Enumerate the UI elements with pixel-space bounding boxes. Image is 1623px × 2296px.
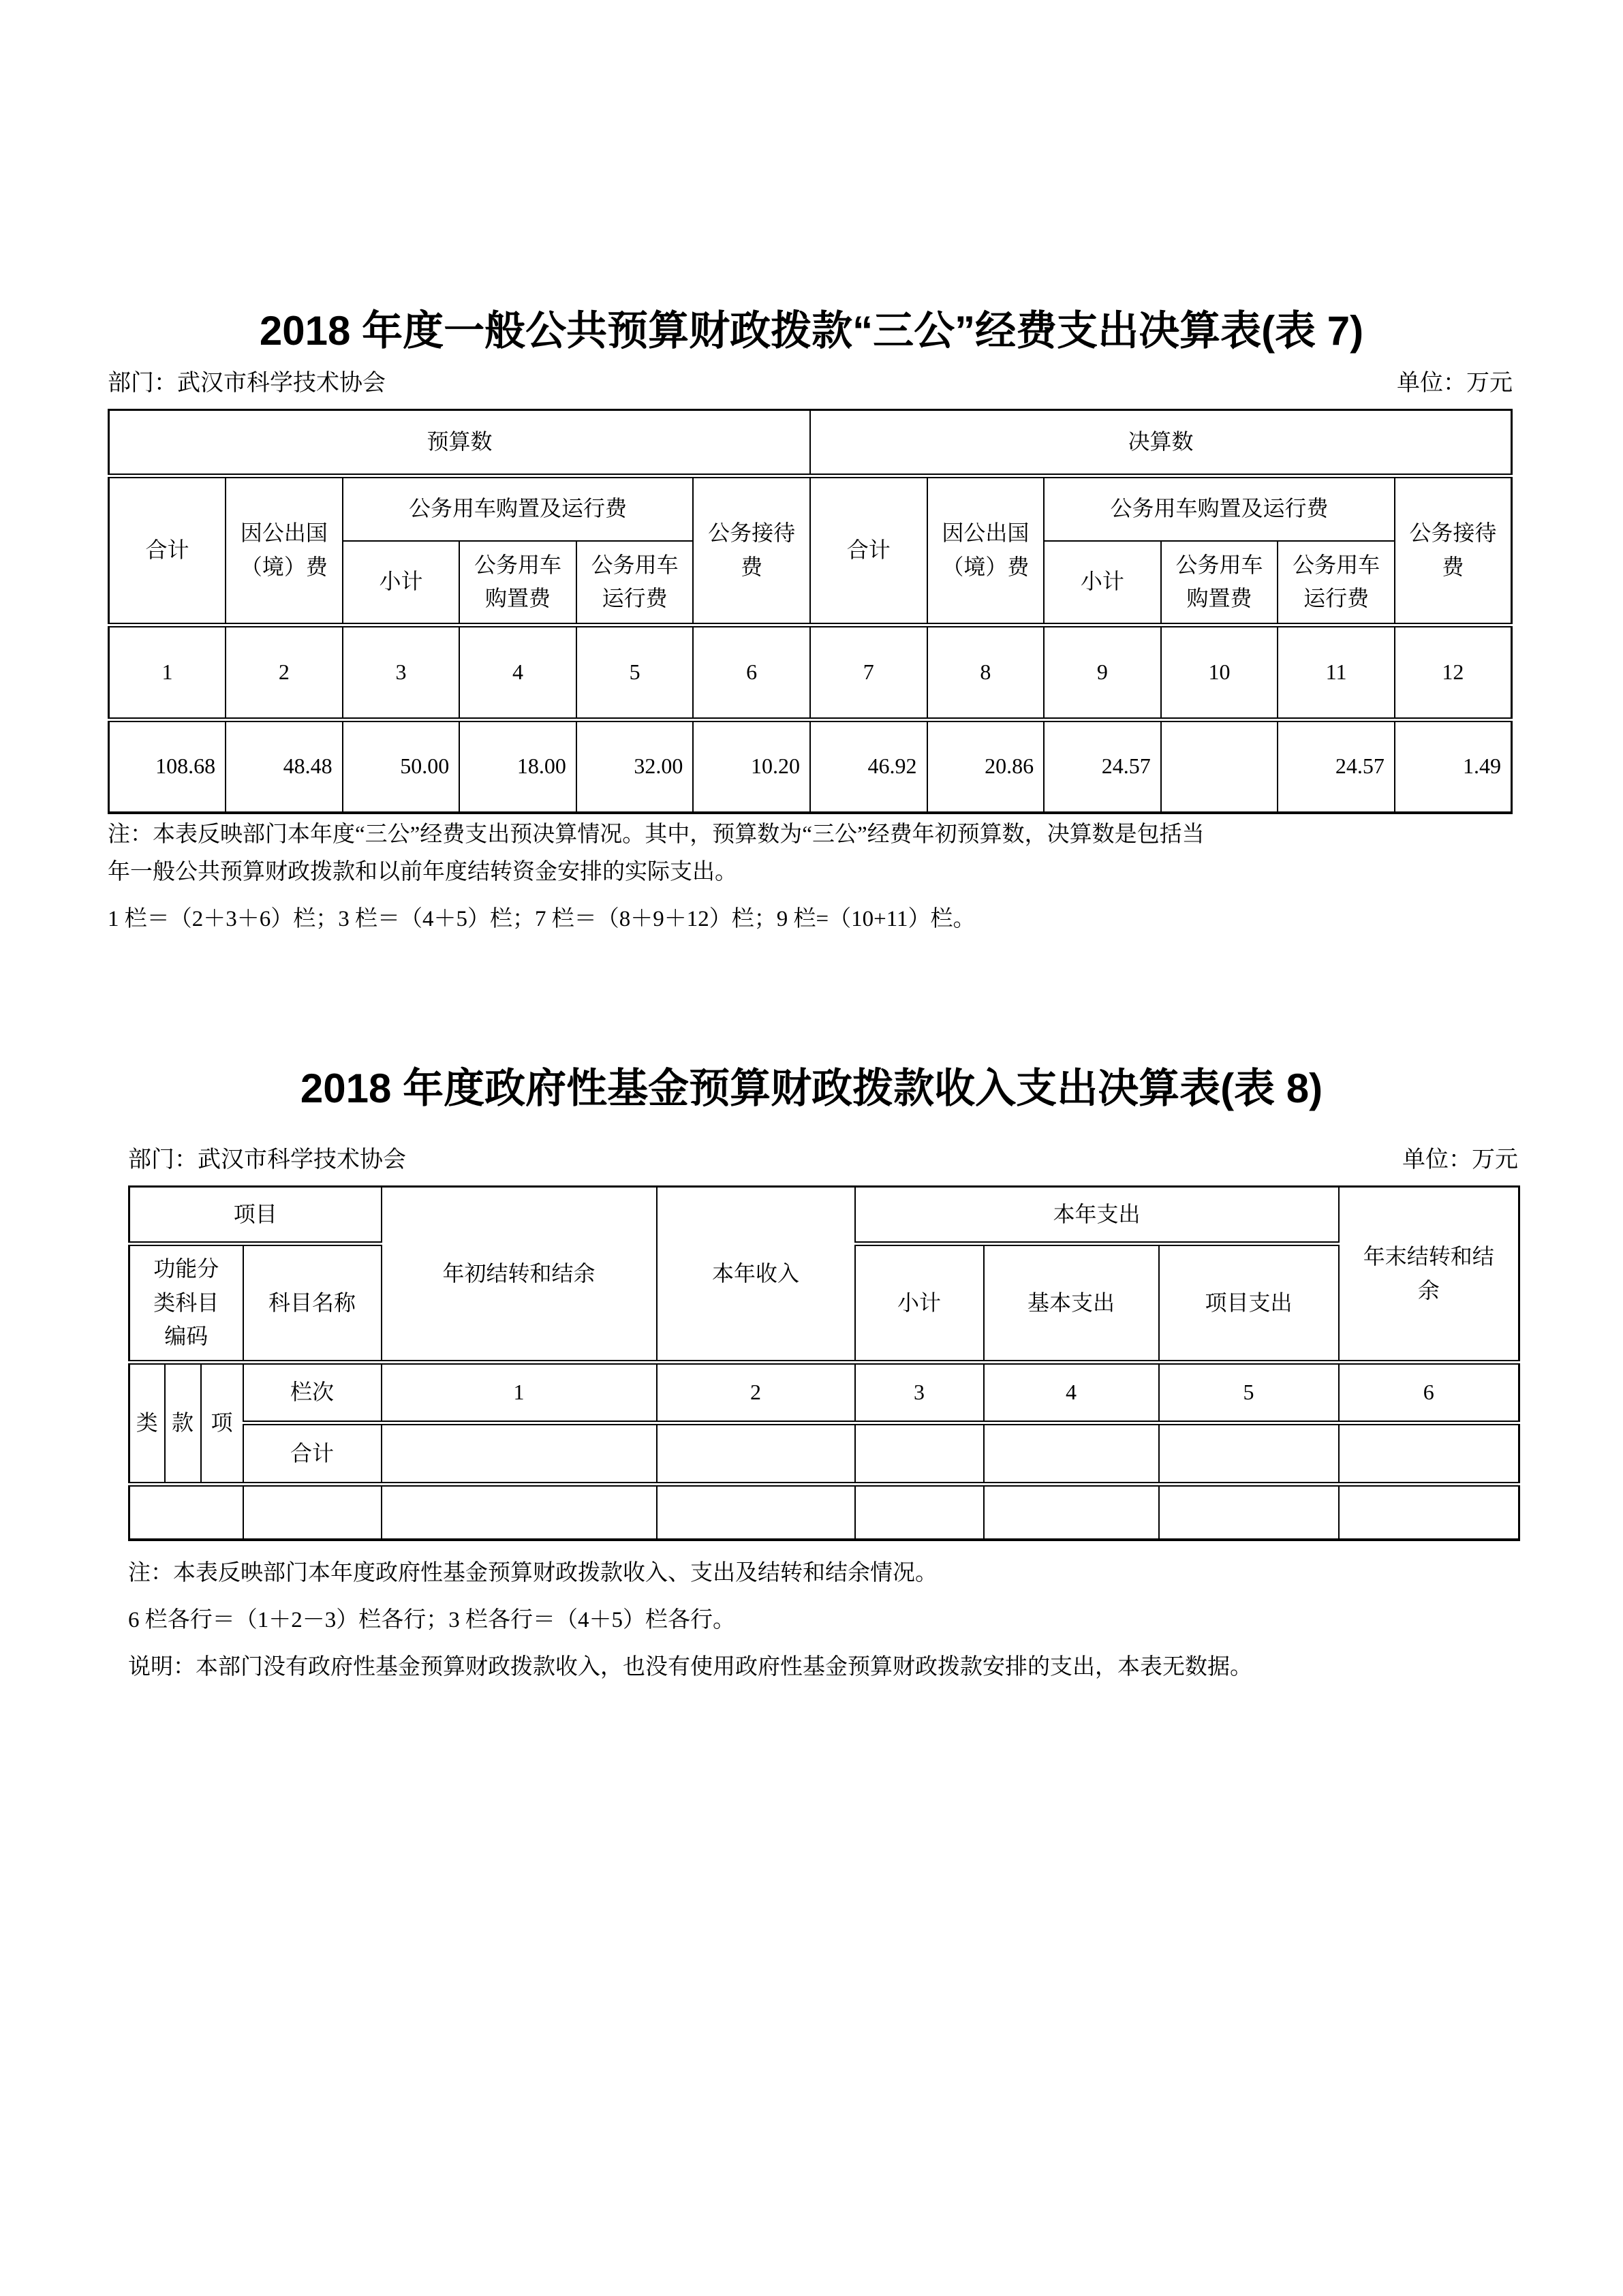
- table8-empty-code-cell: [129, 1485, 243, 1540]
- table7-final-vehicle-group-header: 公务用车购置及运行费: [1044, 476, 1395, 541]
- table8-func-code-header: 功能分类科目编码: [129, 1244, 243, 1363]
- table7-department-label: 部门：武汉市科学技术协会: [108, 371, 386, 396]
- table7-budget-group-header: 预算数: [109, 410, 810, 476]
- table8-empty-cell: [657, 1485, 855, 1540]
- table7-final-abroad-header: 因公出国（境）费: [927, 476, 1045, 625]
- table7-value-vehicle-operation-budget: 32.00: [576, 720, 694, 813]
- table7-value-total-budget: 108.68: [109, 720, 226, 813]
- table7-column-number: 7: [810, 625, 927, 720]
- table8-note-line: 注：本表反映部门本年度政府性基金预算财政拨款收入、支出及结转和结余情况。: [128, 1561, 938, 1585]
- table8-total-cell: [1159, 1423, 1339, 1485]
- table7-meta-row: [108, 364, 1513, 397]
- table7-value-abroad-final: 20.86: [927, 720, 1045, 813]
- table7-value-total-final: 46.92: [810, 720, 927, 813]
- table8-end-balance-header: 年末结转和结余: [1339, 1187, 1519, 1363]
- table8-total-cell: [855, 1423, 984, 1485]
- table7-final-group-header: 决算数: [810, 410, 1512, 476]
- table7-final-vehicle-subtotal-header: 小计: [1044, 541, 1161, 625]
- table8-unit-label: 单位：万元: [1402, 1147, 1518, 1173]
- table8-total-cell: [382, 1423, 657, 1485]
- table7-column-number: 8: [927, 625, 1045, 720]
- table7-formula-line: 1 栏＝（2＋3＋6）栏；3 栏＝（4＋5）栏；7 栏＝（8＋9＋12）栏；9 栏=（10+11）栏。: [108, 907, 976, 931]
- table8-empty-cell: [855, 1485, 984, 1540]
- table7-column-number: 2: [226, 625, 343, 720]
- table8-begin-balance-header: 年初结转和结余: [382, 1187, 657, 1363]
- table8-total-cell: [1339, 1423, 1519, 1485]
- table7-title: 2018 年度一般公共预算财政拨款“三公”经费支出决算表(表 7): [259, 308, 1364, 354]
- table7-note-line-2: 年一般公共预算财政拨款和以前年度结转资金安排的实际支出。: [108, 860, 737, 884]
- table7-budget-vehicle-subtotal-header: 小计: [343, 541, 460, 625]
- table8-total-cell: [657, 1423, 855, 1485]
- table7-budget-reception-header: 公务接待费: [693, 476, 810, 625]
- table7-column-number: 9: [1044, 625, 1161, 720]
- table8-formula-line: 6 栏各行＝（1＋2－3）栏各行；3 栏各行＝（4＋5）栏各行。: [128, 1608, 735, 1632]
- table7-column-number: 3: [343, 625, 460, 720]
- table7-column-number: 11: [1278, 625, 1395, 720]
- table7-budget-vehicle-group-header: 公务用车购置及运行费: [343, 476, 694, 541]
- table7-value-vehicle-subtotal-final: 24.57: [1044, 720, 1161, 813]
- table8-empty-cell: [382, 1485, 657, 1540]
- table8-project-expense-header: 项目支出: [1159, 1244, 1339, 1363]
- table8-empty-cell: [1339, 1485, 1519, 1540]
- table7-value-vehicle-operation-final: 24.57: [1278, 720, 1395, 813]
- table8-total-row-label: 合计: [243, 1423, 382, 1485]
- table7-column-number: 5: [576, 625, 694, 720]
- table7-value-vehicle-purchase-budget: 18.00: [459, 720, 576, 813]
- table8-empty-cell: [243, 1485, 382, 1540]
- table7-column-number: 12: [1395, 625, 1512, 720]
- table8-year-expense-group-header: 本年支出: [855, 1187, 1339, 1244]
- table8-empty-cell: [984, 1485, 1159, 1540]
- table7-budget-total-header: 合计: [109, 476, 226, 625]
- table8-subtotal-header: 小计: [855, 1244, 984, 1363]
- table7-value-reception-final: 1.49: [1395, 720, 1512, 813]
- table8-department-label: 部门：武汉市科学技术协会: [128, 1147, 406, 1173]
- table8-project-group-header: 项目: [129, 1187, 382, 1244]
- table7-column-number: 6: [693, 625, 810, 720]
- table8: [128, 1185, 1520, 1541]
- table8-subject-name-header: 科目名称: [243, 1244, 382, 1363]
- table8-title: 2018 年度政府性基金预算财政拨款收入支出决算表(表 8): [300, 1066, 1323, 1111]
- table8-total-row: [129, 1423, 1519, 1485]
- table8-column-number: 5: [1159, 1363, 1339, 1423]
- table7-budget-abroad-header: 因公出国（境）费: [226, 476, 343, 625]
- table8-notes: [128, 1555, 1252, 1696]
- table8-explanation-line: 说明：本部门没有政府性基金预算财政拨款收入，也没有使用政府性基金预算财政拨款安排的支出，本表无数据。: [128, 1655, 1252, 1679]
- table8-column-number: 6: [1339, 1363, 1519, 1423]
- table8-basic-expense-header: 基本支出: [984, 1244, 1159, 1363]
- table7-note-line-1: 注：本表反映部门本年度“三公”经费支出预决算情况。其中，预算数为“三公”经费年初预算数，决算数是包括当: [108, 822, 1205, 847]
- table7-final-vehicle-purchase-header: 公务用车购置费: [1161, 541, 1278, 625]
- table7-budget-vehicle-operation-header: 公务用车运行费: [576, 541, 694, 625]
- table8-sec-header: 款: [165, 1363, 201, 1485]
- table7-value-vehicle-subtotal-budget: 50.00: [343, 720, 460, 813]
- table8-year-income-header: 本年收入: [657, 1187, 855, 1363]
- table8-column-number: 1: [382, 1363, 657, 1423]
- table8-column-number: 4: [984, 1363, 1159, 1423]
- table7: [108, 409, 1513, 814]
- table7-value-abroad-budget: 48.48: [226, 720, 343, 813]
- table7-unit-label: 单位：万元: [1397, 371, 1513, 396]
- table8-group-header-row: [129, 1187, 1519, 1244]
- table7-budget-vehicle-purchase-header: 公务用车购置费: [459, 541, 576, 625]
- table7-column-number: 1: [109, 625, 226, 720]
- table8-empty-row: [129, 1485, 1519, 1540]
- table8-column-number-row: [129, 1363, 1519, 1423]
- table7-column-number: 4: [459, 625, 576, 720]
- table7-column-number-row: [109, 625, 1512, 720]
- table8-column-number: 2: [657, 1363, 855, 1423]
- table8-item-header: 项: [201, 1363, 243, 1485]
- table7-subheader-row-1: [109, 476, 1512, 541]
- table7-value-reception-budget: 10.20: [693, 720, 810, 813]
- table8-cat-header: 类: [129, 1363, 165, 1485]
- table7-final-vehicle-operation-header: 公务用车运行费: [1278, 541, 1395, 625]
- table8-meta-row: [128, 1141, 1518, 1174]
- table7-final-total-header: 合计: [810, 476, 927, 625]
- table7-value-vehicle-purchase-final: [1161, 720, 1278, 813]
- table8-column-row-label: 栏次: [243, 1363, 382, 1423]
- table7-notes: [108, 816, 1205, 938]
- table7-group-header-row: [109, 410, 1512, 476]
- table8-column-number: 3: [855, 1363, 984, 1423]
- table8-empty-cell: [1159, 1485, 1339, 1540]
- table7-final-reception-header: 公务接待费: [1395, 476, 1512, 625]
- table8-total-cell: [984, 1423, 1159, 1485]
- table7-value-row: [109, 720, 1512, 813]
- table7-column-number: 10: [1161, 625, 1278, 720]
